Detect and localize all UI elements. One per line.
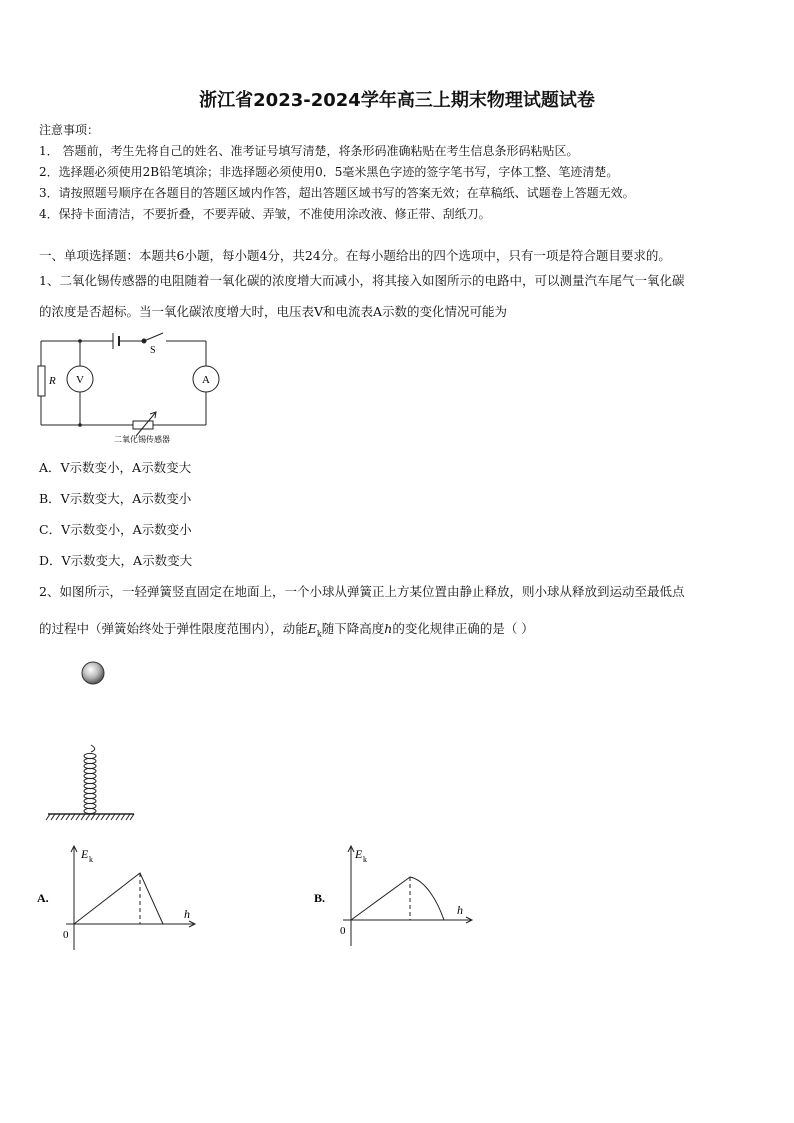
graph-a-curve (74, 873, 163, 924)
graph-a-origin: 0 (63, 929, 69, 941)
graph-b-y-label: E (355, 847, 363, 861)
spring (84, 745, 96, 814)
q1-option-c[interactable]: C．V示数变小，A示数变小 (39, 522, 192, 537)
sensor-caption: 二氧化锡传感器 (114, 435, 170, 444)
resistor-label: R (49, 375, 56, 387)
q2-stem-text: 随下降高度 (321, 621, 385, 636)
graph-a-x-label: h (184, 907, 190, 921)
q2-stem-line2 (39, 619, 534, 639)
graph-option-b[interactable] (307, 840, 487, 955)
switch-label: S (150, 345, 156, 356)
graph-b-option-label: B. (314, 891, 326, 905)
notice-item: 4．保持卡面清洁，不要折叠，不要弄破、弄皱，不准使用涂改液、修正带、刮纸刀。 (39, 207, 491, 221)
switch-blade (144, 333, 163, 341)
notice-heading: 注意事项： (39, 123, 100, 137)
q1-stem-line1: 1、二氧化锡传感器的电阻随着一氧化碳的浓度增大而减小，将其接入如图所示的电路中，可以测量汽车尾气一氧化碳 (39, 273, 685, 288)
graph-b-curve (351, 877, 444, 920)
q2-stem-text: 的变化规律正确的是（ ） (392, 621, 534, 636)
graph-b-origin: 0 (340, 925, 346, 937)
graph-a-y-sub: k (89, 855, 93, 864)
ground-hatch (46, 814, 134, 820)
q1-option-a[interactable]: A．V示数变小，A示数变大 (39, 460, 192, 475)
section-heading: 一、单项选择题：本题共6小题，每小题4分，共24分。在每小题给出的四个选项中，只有一项是符合题目要求的。 (39, 248, 671, 263)
ammeter-label: A (202, 374, 210, 386)
notice-item: 2．选择题必须使用2B铅笔填涂；非选择题必须使用0．5毫米黑色字迹的签字笔书写，字体工整、笔迹清楚。 (39, 165, 619, 179)
graph-b-x-label: h (457, 903, 463, 917)
page-title: 浙江省2023-2024学年高三上期末物理试题试卷 (199, 90, 595, 111)
notice-item: 3．请按照题号顺序在各题目的答题区域内作答，超出答题区域书写的答案无效；在草稿纸、试题卷上答题无效。 (39, 186, 635, 200)
voltmeter-label: V (76, 374, 84, 386)
ball (82, 662, 104, 684)
junction-dot (78, 423, 82, 427)
graph-a-y-label: E (81, 847, 89, 861)
ball-spring-figure (40, 650, 150, 830)
q1-option-d[interactable]: D．V示数变大，A示数变大 (39, 553, 193, 568)
q1-option-b[interactable]: B．V示数变大，A示数变小 (39, 491, 192, 506)
junction-dot (78, 339, 82, 343)
symbol-h: h (384, 621, 393, 636)
q1-stem-line2: 的浓度是否超标。当一氧化碳浓度增大时，电压表V和电流表A示数的变化情况可能为 (39, 304, 508, 319)
notice-item: 1． 答题前，考生先将自己的姓名、准考证号填写清楚，将条形码准确粘贴在考生信息条形码粘贴区。 (39, 144, 579, 158)
symbol-e: E (307, 621, 317, 636)
resistor-r (38, 366, 45, 396)
q2-stem-line1: 2、如图所示，一轻弹簧竖直固定在地面上，一个小球从弹簧正上方某位置由静止释放，则小球从释放到运动至最低点 (39, 584, 685, 599)
graph-a-option-label: A. (37, 891, 49, 905)
graph-option-a[interactable] (30, 840, 210, 955)
circuit-diagram (30, 326, 230, 448)
q2-stem-text: 的过程中（弹簧始终处于弹性限度范围内），动能 (39, 621, 308, 636)
graph-b-y-sub: k (363, 855, 367, 864)
symbol-k: k (316, 629, 322, 639)
